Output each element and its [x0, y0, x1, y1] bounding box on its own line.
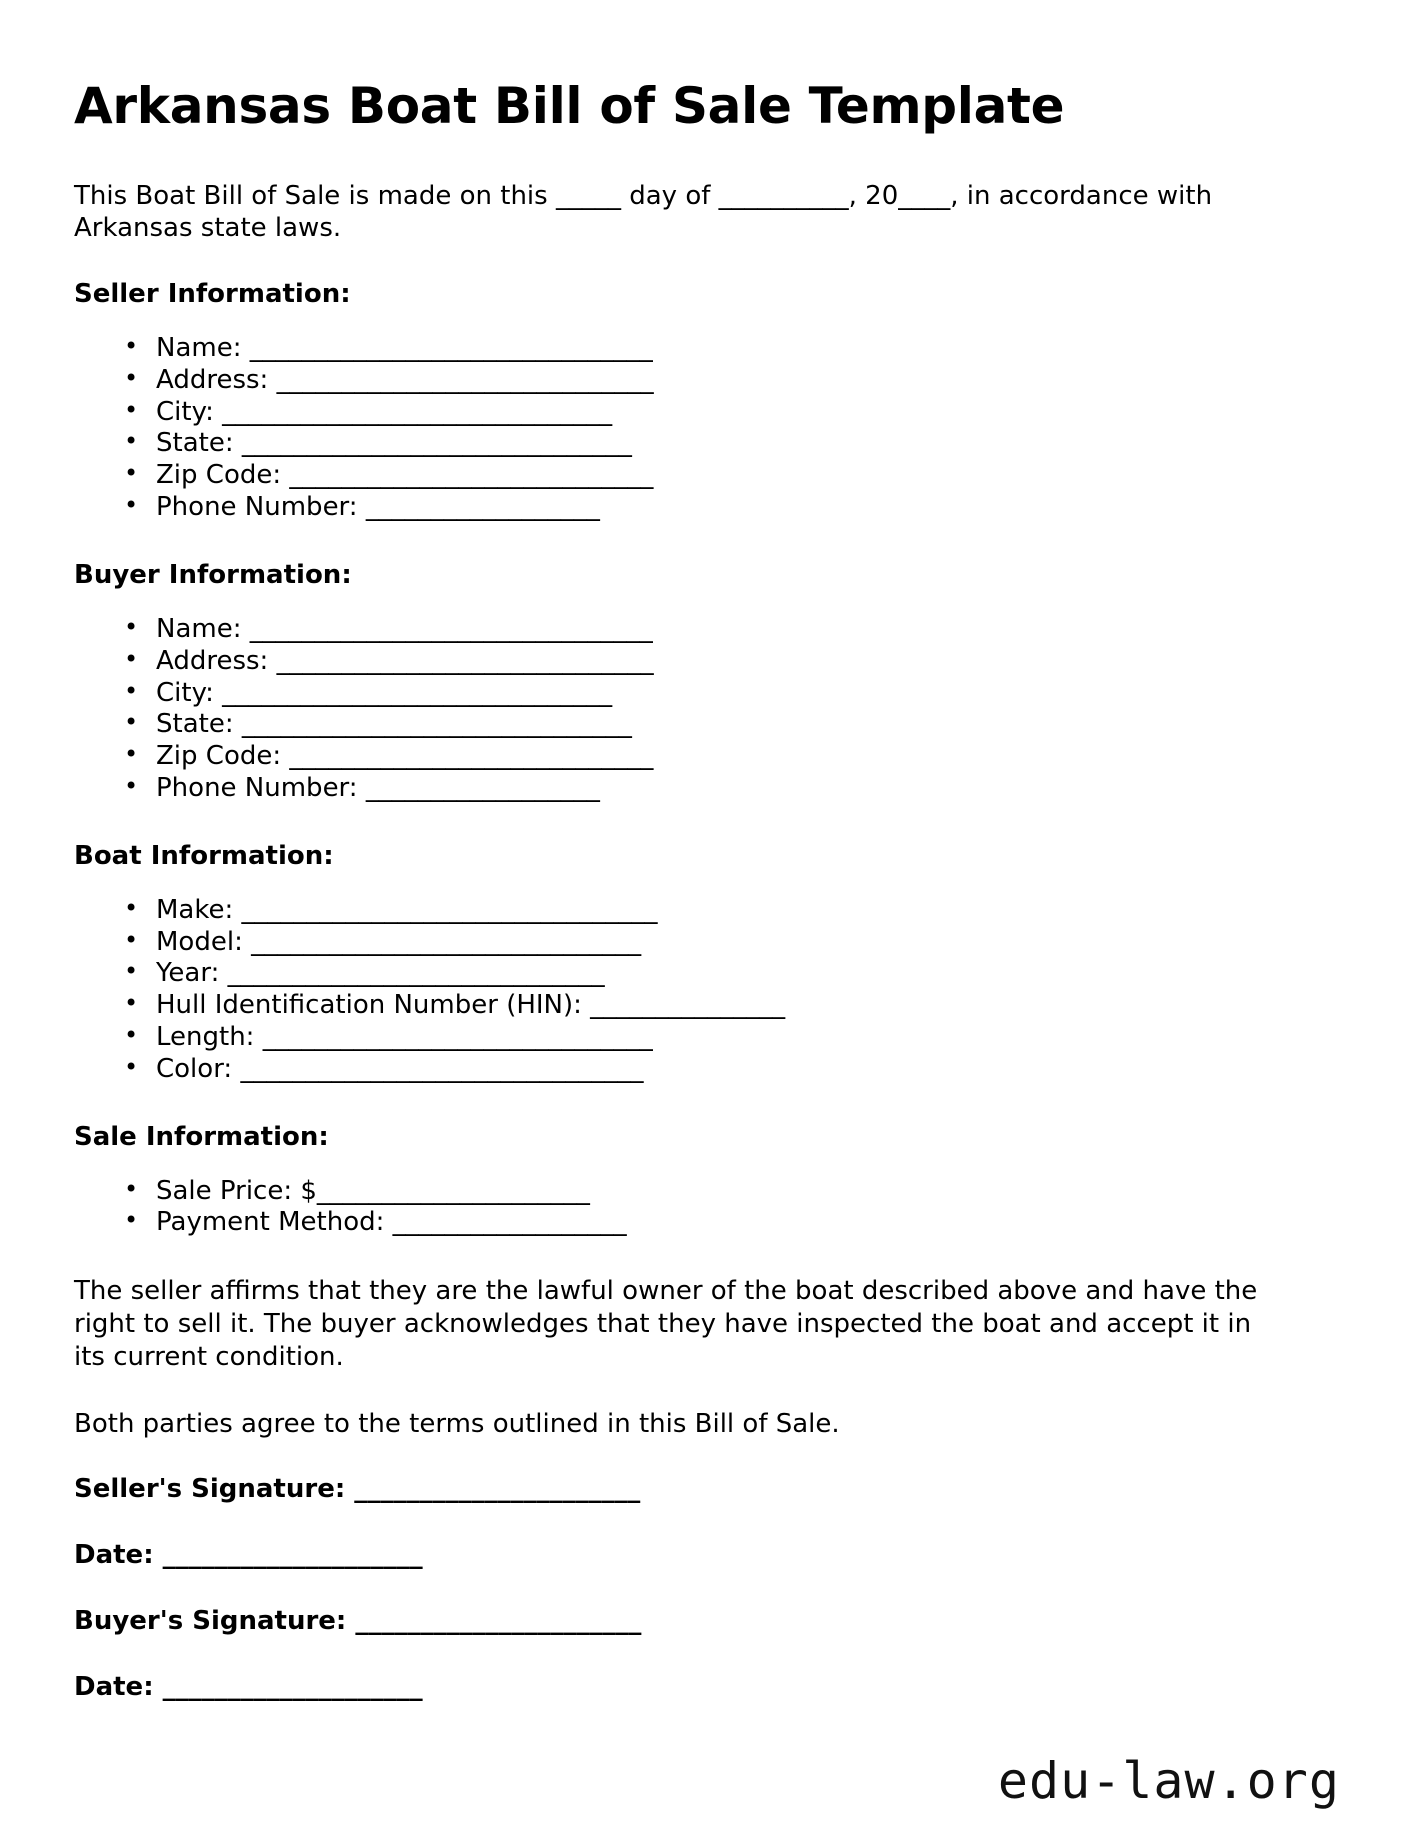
sale-information-fields	[74, 1175, 1342, 1238]
seller-information-fields	[74, 335, 1342, 522]
boat-field-length: • Length: ______________________________	[120, 1024, 1342, 1052]
boat-information-fields	[74, 894, 1342, 1084]
sale-field-payment-method: • Payment Method: __________________	[120, 1209, 1342, 1237]
seller-field-name: • Name: _______________________________	[120, 335, 1342, 363]
seller-field-phone-number: • Phone Number: __________________	[120, 494, 1342, 522]
agreement-paragraph: Both parties agree to the terms outlined in this Bill of Sale.	[74, 1408, 840, 1439]
boat-field-color: • Color: _______________________________	[120, 1056, 1342, 1084]
affirmation-paragraph: The seller affirms that they are the lawful owner of the boat described above and have the right to sell it. The buyer acknowledges that they have inspected the boat and accept it in its current condition.	[74, 1276, 1258, 1372]
page-title: Arkansas Boat Bill of Sale Template	[74, 77, 1065, 135]
boat-field-hull-identification-number: • Hull Identification Number (HIN): _______________	[120, 992, 1342, 1020]
intro-paragraph: This Boat Bill of Sale is made on this _____ day of __________, 20____, in accordance with Arkansas state laws.	[74, 180, 1213, 244]
buyer-field-zip-code: • Zip Code: ____________________________	[120, 743, 1342, 771]
buyer-field-name: • Name: _______________________________	[120, 616, 1342, 644]
site-watermark: edu-law.org	[997, 1752, 1340, 1810]
sale-field-sale-price: • Sale Price: $_____________________	[120, 1178, 1342, 1206]
buyer-field-phone-number: • Phone Number: __________________	[120, 775, 1342, 803]
seller-field-city: • City: ______________________________	[120, 399, 1342, 427]
buyer-field-city: • City: ______________________________	[120, 680, 1342, 708]
buyer-signature-line: Buyer's Signature: ______________________	[74, 1606, 642, 1637]
boat-information-heading: Boat Information:	[74, 840, 334, 871]
buyer-date-line: Date: ____________________	[74, 1672, 423, 1703]
buyer-information-heading: Buyer Information:	[74, 559, 352, 590]
seller-field-state: • State: ______________________________	[120, 430, 1342, 458]
seller-information-heading: Seller Information:	[74, 279, 351, 309]
seller-signature-line: Seller's Signature: ______________________	[74, 1474, 641, 1505]
buyer-information-fields	[74, 613, 1342, 803]
seller-field-address: • Address: _____________________________	[120, 367, 1342, 395]
sale-information-heading: Sale Information:	[74, 1121, 329, 1152]
seller-date-line: Date: ____________________	[74, 1540, 423, 1571]
boat-field-year: • Year: _____________________________	[120, 960, 1342, 988]
boat-field-make: • Make: ________________________________	[120, 897, 1342, 925]
buyer-field-state: • State: ______________________________	[120, 711, 1342, 739]
seller-field-zip-code: • Zip Code: ____________________________	[120, 462, 1342, 490]
boat-field-model: • Model: ______________________________	[120, 929, 1342, 957]
buyer-field-address: • Address: _____________________________	[120, 648, 1342, 676]
